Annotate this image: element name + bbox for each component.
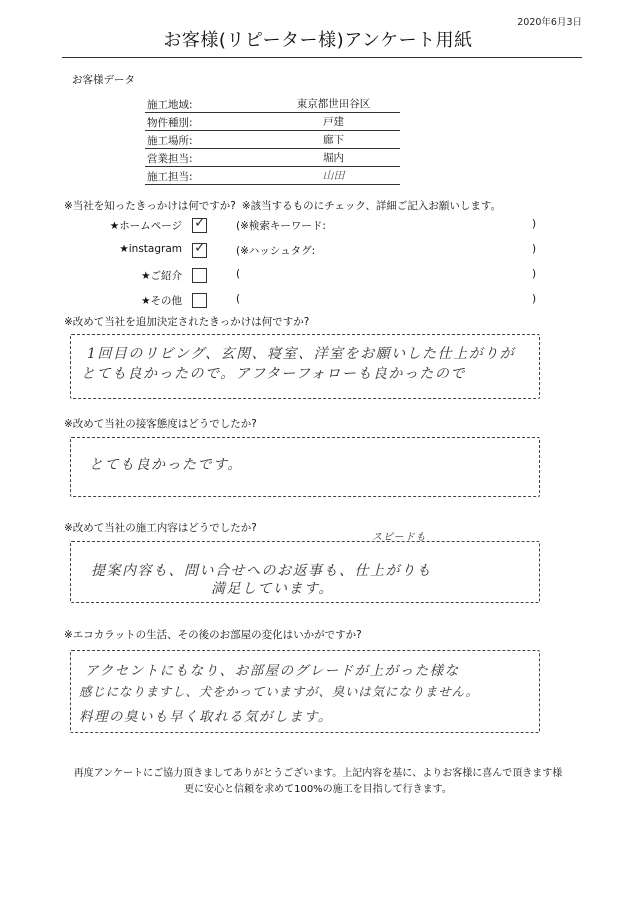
- check-mark-icon: ✓: [194, 215, 206, 231]
- answer-line: とても良かったです。: [89, 457, 243, 473]
- detail-suffix-homepage: ): [532, 218, 537, 230]
- checkbox-other[interactable]: [192, 293, 207, 308]
- customer-data-heading: お客様データ: [72, 74, 135, 86]
- question-text: ※当社を知ったきっかけは何ですか?: [64, 200, 236, 212]
- row-value: 堀内: [323, 152, 344, 164]
- detail-prefix-homepage: (※検索キーワード:: [236, 220, 326, 232]
- footer-line: 再度アンケートにご協力頂きましてありがとうございます。上記内容を基に、よりお客様に喜んで頂きます様: [73, 768, 563, 779]
- detail-suffix-other: ): [532, 293, 537, 305]
- survey-date: 2020年6月3日: [517, 17, 582, 28]
- customer-row-property-type: [145, 113, 400, 131]
- row-label: 営業担当:: [147, 153, 193, 165]
- answer-line: 1回目のリビング、玄関、寝室、洋室をお願いした仕上がりが: [87, 346, 516, 362]
- answer-box-installation-quality[interactable]: [70, 541, 540, 603]
- option-label-homepage: ★ホームページ: [109, 220, 182, 232]
- check-mark-icon: ✓: [194, 240, 206, 256]
- answer-line: 感じになりますし、犬をかっていますが、臭いは気になりません。: [79, 684, 479, 699]
- detail-prefix-other: (: [236, 293, 241, 305]
- customer-row-installer: [145, 167, 400, 185]
- answer-insert-note: スピードも: [372, 532, 427, 543]
- row-value: 戸建: [323, 116, 344, 128]
- page-title: お客様(リピーター様)アンケート用紙: [163, 30, 473, 51]
- row-value: 東京都世田谷区: [296, 98, 371, 110]
- checkbox-referral[interactable]: [192, 268, 207, 283]
- option-label-instagram: ★instagram: [119, 243, 182, 255]
- answer-box-life-change[interactable]: [70, 650, 540, 733]
- detail-prefix-referral: (: [236, 268, 241, 280]
- row-value: 廊下: [323, 134, 344, 146]
- checkbox-instagram[interactable]: [192, 240, 207, 258]
- answer-line: 料理の臭いも早く取れる気がします。: [79, 709, 333, 725]
- answer-line: 満足しています。: [211, 581, 334, 597]
- footer-line: 更に安心と信頼を求めて100%の施工を目指して行きます。: [184, 784, 452, 795]
- footer-message: [0, 766, 636, 798]
- customer-row-location: [145, 131, 400, 149]
- answer-line: とても良かったので。アフターフォローも良かったので: [81, 366, 466, 382]
- question-customer-service: ※改めて当社の接客態度はどうでしたか?: [64, 418, 257, 430]
- detail-prefix-instagram: (※ハッシュタグ:: [236, 245, 316, 257]
- row-label: 施工地域:: [147, 99, 193, 111]
- row-label: 物件種別:: [147, 117, 193, 129]
- question-how-found: [64, 198, 501, 213]
- customer-data-table: [145, 95, 400, 185]
- answer-line: 提案内容も、問い合せへのお返事も、仕上がりも: [91, 563, 432, 579]
- row-label: 施工担当:: [147, 171, 193, 183]
- checkbox-homepage[interactable]: [192, 215, 207, 233]
- option-label-other: ★その他: [141, 295, 182, 307]
- detail-suffix-instagram: ): [532, 243, 537, 255]
- question-life-change: ※エコカラットの生活、その後のお部屋の変化はいかがですか?: [64, 629, 362, 641]
- answer-box-decision-reason[interactable]: [70, 334, 540, 399]
- answer-line: アクセントにもなり、お部屋のグレードが上がった様な: [85, 663, 460, 679]
- question-instruction: ※該当するものにチェック、詳細ご記入お願いします。: [241, 200, 502, 212]
- customer-row-sales-rep: [145, 149, 400, 167]
- row-value-handwritten: 山田: [322, 169, 345, 182]
- row-label: 施工場所:: [147, 135, 193, 147]
- question-decision-reason: ※改めて当社を追加決定されたきっかけは何ですか?: [64, 316, 310, 328]
- detail-suffix-referral: ): [532, 268, 537, 280]
- option-label-referral: ★ご紹介: [141, 270, 182, 282]
- question-installation-quality: ※改めて当社の施工内容はどうでしたか?: [64, 522, 257, 534]
- title-divider: [62, 57, 582, 58]
- customer-row-area: [145, 95, 400, 113]
- answer-box-customer-service[interactable]: [70, 437, 540, 497]
